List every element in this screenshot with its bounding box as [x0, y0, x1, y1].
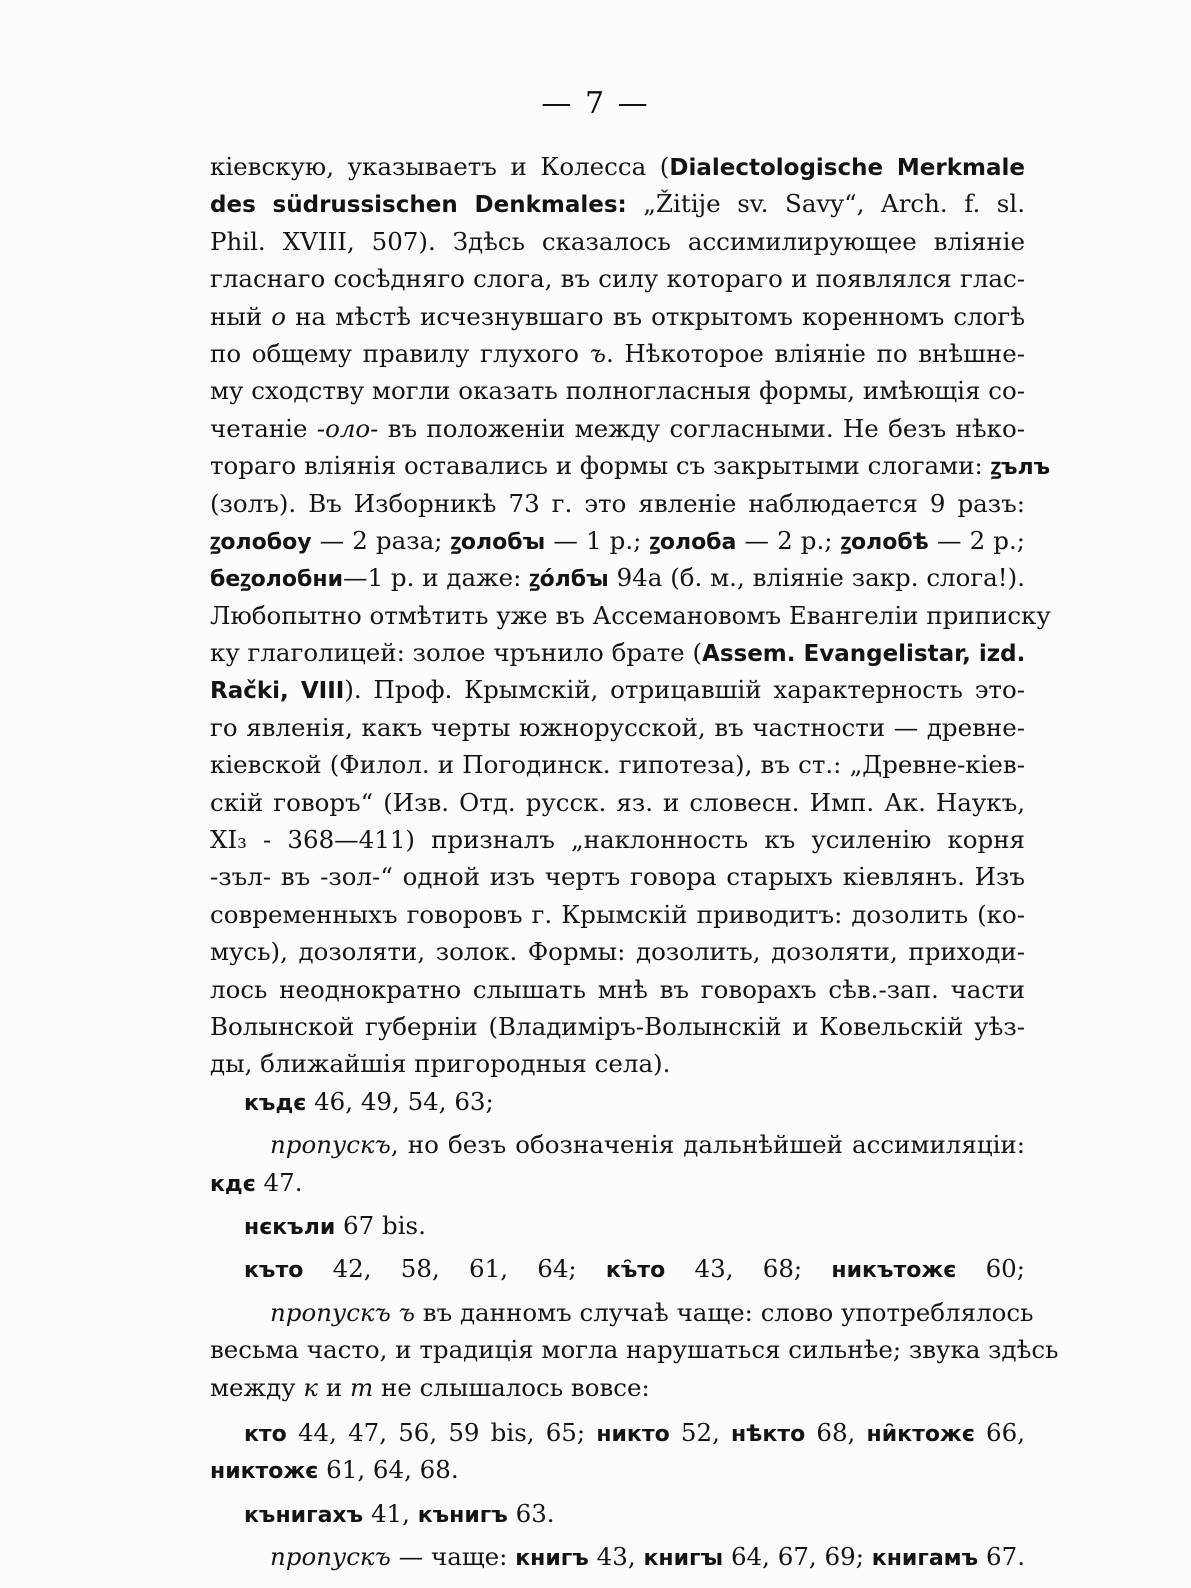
text-segment: 66,: [974, 1417, 1025, 1447]
text-segment: къдє: [244, 1090, 307, 1116]
text-segment: ку глаголицей: золое чрънило брате (: [210, 638, 703, 668]
text-segment: ный: [210, 301, 272, 331]
text-segment: Dialectologische Merkmale: [669, 155, 1026, 181]
text-segment: кдє: [210, 1171, 256, 1197]
text-segment: 46, 49, 54, 63;: [306, 1086, 494, 1116]
text-segment: , но безъ обозначенія дальнѣйшей ассимиляціи:: [390, 1130, 1025, 1160]
text-segment: 47.: [255, 1167, 303, 1197]
text-segment: . Нѣкоторое вліяніе по внѣшне-: [605, 338, 1025, 368]
text-segment: по общему правилу глухого: [210, 338, 590, 368]
text-segment: къто: [244, 1258, 304, 1284]
text-segment: 94а (б. м., вліяніе закр. слога!).: [608, 563, 1025, 593]
text-line: [210, 597, 1051, 634]
text-segment: 67 bis.: [335, 1210, 426, 1240]
text-segment: тораго вліянія оставались и формы съ закрытыми слогами:: [210, 451, 991, 481]
text-line: [210, 896, 1025, 933]
text-line: [210, 335, 1025, 372]
text-segment: 44, 47, 56, 59 bis, 65;: [286, 1417, 597, 1447]
text-segment: 60;: [956, 1254, 1025, 1284]
text-segment: ъ: [589, 338, 606, 368]
text-segment: ꙁълъ: [990, 455, 1051, 481]
text-segment: XI₃ - 368—411) призналъ „наклонность къ усиленію корня: [210, 825, 1025, 855]
text-segment: 43, 68;: [665, 1254, 832, 1284]
text-segment: Rački, VIII: [210, 678, 345, 705]
text-segment: книгъ: [515, 1546, 589, 1572]
text-segment: четаніе: [210, 413, 317, 443]
text-line: [210, 1008, 1025, 1045]
text-segment: 42, 58, 61, 64;: [303, 1254, 606, 1284]
text-segment: des südrussischen Denkmales:: [210, 192, 627, 219]
text-line: [210, 1164, 1025, 1201]
text-segment: къ̑то: [605, 1258, 666, 1284]
text-segment: — 1 р.;: [545, 525, 650, 555]
text-line: [210, 410, 1025, 447]
text-segment: нѣкто: [731, 1421, 806, 1447]
text-segment: о: [271, 301, 286, 331]
text-line: [210, 447, 1051, 484]
text-segment: 63.: [507, 1498, 555, 1528]
text-segment: т: [349, 1372, 374, 1402]
text-segment: ꙁолобоу: [210, 529, 312, 555]
text-segment: 68,: [805, 1417, 867, 1447]
text-segment: 52,: [669, 1417, 732, 1447]
text-line: [210, 298, 1025, 335]
text-line: [210, 223, 1025, 260]
text-line: [210, 1369, 1025, 1406]
text-segment: никътожє: [831, 1258, 957, 1284]
text-segment: пропускъ: [270, 1542, 391, 1572]
text-line: [210, 185, 1025, 222]
text-segment: скій говоръ“ (Изв. Отд. русск. яз. и словесн. Имп. Ак. Наукъ,: [210, 787, 1025, 817]
text-line: [210, 821, 1025, 858]
text-segment: ꙁо́лбꙑ: [529, 567, 609, 593]
text-segment: -зъл- въ -зол-“ одной изъ чертъ говора старыхъ кіевлянъ. Изъ: [210, 862, 1025, 892]
text-line: [210, 784, 1025, 821]
text-segment: — 2 р.;: [928, 525, 1025, 555]
text-segment: не слышалось вовсе:: [373, 1372, 650, 1402]
text-segment: весьма часто, и традиція могла нарушаться сильнѣе; звука здѣсь: [210, 1335, 1059, 1365]
text-segment: пропускъ ъ: [270, 1297, 416, 1327]
text-segment: Любопытно отмѣтить уже въ Ассемановомъ Евангеліи приписку: [210, 600, 1051, 630]
text-segment: въ положеніи между согласными. Не безъ нѣко-: [378, 413, 1025, 443]
text-segment: Волынской губерніи (Владиміръ-Волынскій и Ковельскій уѣз-: [210, 1011, 1025, 1041]
text-segment: и: [318, 1372, 350, 1402]
text-segment: на мѣстѣ исчезнувшаго въ открытомъ коренномъ слогѣ: [286, 301, 1025, 331]
text-line: [210, 746, 1025, 783]
text-segment: никто: [596, 1421, 670, 1447]
text-segment: -оло-: [316, 413, 379, 443]
text-segment: (золъ). Въ Изборникѣ 73 г. это явленіе наблюдается 9 разъ:: [210, 488, 1025, 518]
text-segment: 64, 67, 69;: [723, 1542, 872, 1572]
text-segment: — 2 р.;: [736, 525, 841, 555]
text-line: [210, 1207, 1025, 1244]
text-line: [210, 372, 1025, 409]
text-segment: нєкъли: [244, 1214, 336, 1240]
text-line: [210, 1250, 1025, 1287]
text-segment: го явленія, какъ черты южнорусской, въ частности — древне-: [210, 712, 1025, 742]
text-segment: —1 р. и даже:: [343, 563, 530, 593]
text-line: [210, 1495, 1025, 1532]
text-segment: ꙁолоба: [649, 529, 737, 555]
text-segment: кънигъ: [417, 1502, 508, 1528]
text-segment: книгамъ: [871, 1546, 979, 1572]
text-line: [210, 634, 1025, 671]
text-segment: Assem. Evangelistar, izd.: [702, 641, 1026, 668]
text-line: [210, 1045, 1025, 1082]
text-segment: мусь), дозоляти, золок. Формы: дозолить, дозоляти, приходи-: [210, 937, 1025, 967]
text-line: [210, 858, 1025, 895]
text-segment: пропускъ: [270, 1130, 391, 1160]
text-line: [210, 485, 1025, 522]
text-line: [210, 1538, 1025, 1575]
text-segment: въ данномъ случаѣ чаще: слово употреблялось: [415, 1297, 1034, 1327]
text-line: [210, 671, 1025, 708]
text-segment: 61, 64, 68.: [318, 1455, 459, 1485]
text-line: [210, 522, 1025, 559]
text-segment: к: [303, 1372, 319, 1402]
text-segment: му сходству могли оказать полногласныя формы, имѣющія со-: [210, 376, 1025, 406]
text-line: [210, 709, 1025, 746]
text-segment: современныхъ говоровъ г. Крымскій приводитъ: дозолить (ко-: [210, 899, 1025, 929]
text-segment: ни̑ктожє: [866, 1421, 975, 1447]
text-line: [210, 1294, 1034, 1331]
text-segment: кънигахъ: [244, 1502, 364, 1528]
text-line: [210, 148, 1025, 185]
text-segment: ). Проф. Крымскій, отрицавшій характерность это-: [344, 675, 1025, 705]
text-segment: кіевскую, указываетъ и Колесса (: [210, 152, 670, 181]
text-line: [210, 559, 1025, 596]
text-segment: беꙁолобни: [210, 567, 343, 593]
text-segment: никтожє: [210, 1459, 319, 1485]
text-segment: между: [210, 1372, 304, 1402]
text-line: [210, 1414, 1025, 1451]
text-segment: „Žitije sv. Savy“, Arch. f. sl.: [626, 189, 1026, 219]
text-segment: 67.: [978, 1542, 1025, 1572]
text-segment: 41,: [363, 1498, 418, 1528]
text-line: [210, 1126, 1025, 1163]
text-segment: кто: [244, 1421, 287, 1447]
text-line: [210, 260, 1025, 297]
page-number: — 7 —: [541, 86, 650, 121]
text-segment: лось неоднократно слышать мнѣ въ говорахъ сѣв.-зап. части: [210, 974, 1025, 1004]
text-line: [210, 1451, 1025, 1488]
text-segment: гласнаго сосѣдняго слога, въ силу котораго и появлялся глас-: [210, 264, 1025, 294]
text-segment: ды, ближайшія пригородныя села).: [210, 1049, 671, 1079]
text-segment: — чаще:: [390, 1542, 516, 1572]
text-segment: ꙁолобѣ: [840, 529, 929, 555]
text-line: [210, 1331, 1059, 1368]
text-line: [210, 1083, 1025, 1120]
body-text: [210, 148, 1059, 1575]
text-line: [210, 971, 1025, 1008]
text-segment: кіевской (Филол. и Погодинск. гипотеза), въ ст.: „Древне-кіев-: [210, 750, 1025, 780]
text-segment: книгꙑ: [643, 1546, 724, 1572]
text-segment: 43,: [588, 1542, 644, 1572]
text-segment: ꙁолобꙑ: [450, 529, 546, 555]
text-segment: Phil. XVIII, 507). Здѣсь сказалось ассимилирующее вліяніе: [210, 226, 1025, 256]
text-segment: — 2 раза;: [311, 525, 451, 555]
text-line: [210, 933, 1025, 970]
